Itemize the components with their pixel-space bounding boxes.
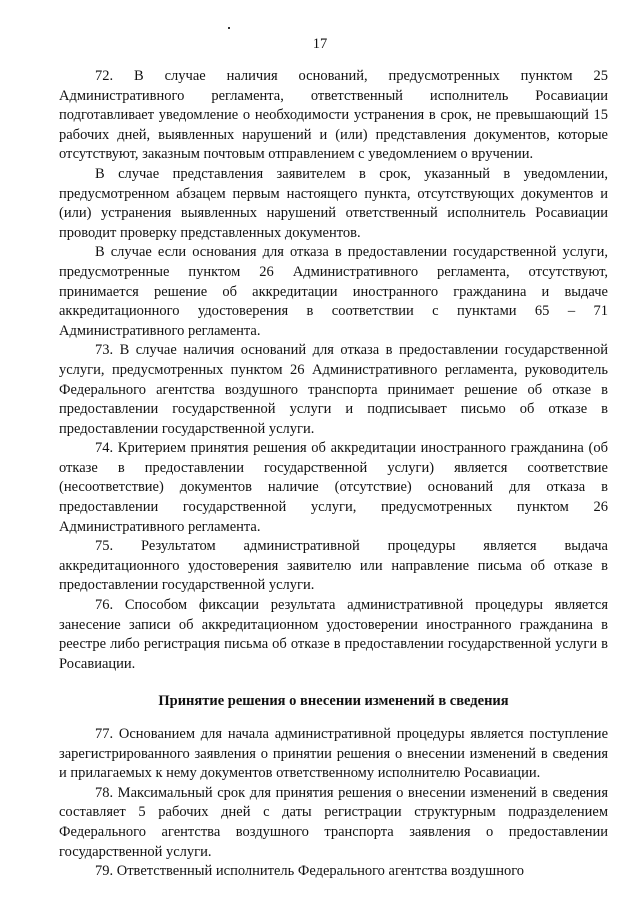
scan-mark bbox=[228, 27, 230, 29]
document-body bbox=[59, 67, 608, 882]
paragraph-72-second: В случае представления заявителем в срок, указанный в уведомлении, предусмотренном абзацем первым настоящего пункта, отсутствующих документов и (или) устранения выявленных нарушений ответственный исполнитель Росавиации проводит проверку представленных документов. bbox=[59, 165, 608, 241]
paragraph-77: 77. Основанием для начала административной процедуры является поступление зарегистрированного заявления о принятии решения о внесении изменений в сведения и прилагаемых к нему документов ответственному исполнителю Росавиации. bbox=[59, 726, 608, 782]
paragraph-79: 79. Ответственный исполнитель Федерального агентства воздушного bbox=[95, 863, 525, 880]
paragraph-76: 76. Способом фиксации результата административной процедуры является занесение записи об аккредитационном удостоверении иностранного гражданина в реестре либо регистрация письма об отказе в предоставлении государственной услуги в Росавиации. bbox=[59, 597, 608, 672]
paragraph-72-third: В случае если основания для отказа в предоставлении государственной услуги, предусмотренные пунктом 26 Административного регламента, отсутствуют, принимается решение об аккредитации иностранного гражданина и выдаче аккредитационного удостоверения в соответствии с пунктами 65 – 71 Административного регламента. bbox=[59, 244, 608, 339]
paragraph-72: 72. В случае наличия оснований, предусмотренных пунктом 25 Административного регламента, ответственный исполнитель Росавиации подготавливает уведомление о необходимости устранения в срок, не превышающий 15 рабочих дней, выявленных нарушений и (или) представления документов, которые отсутствуют, заказным почтовым отправлением с уведомлением о вручении. bbox=[59, 68, 608, 163]
paragraph-75: 75. Результатом административной процедуры является выдача аккредитационного удостоверения заявителю или направление письма об отказе в предоставлении государственной услуги. bbox=[59, 538, 608, 594]
paragraph-78: 78. Максимальный срок для принятия решения о внесении изменений в сведения составляет 5 рабочих дней с даты регистрации структурным подразделением Федерального агентства воздушного транспорта заявления о предоставлении государственной услуги. bbox=[59, 784, 608, 860]
paragraph-74: 74. Критерием принятия решения об аккредитации иностранного гражданина (об отказе в предоставлении государственной услуги) является соответствие (несоответствие) документов наличие (отсутствие) оснований для отказа в предоставлении государственной услуги, предусмотренных пунктом 26 Административного регламента. bbox=[59, 440, 608, 535]
section-heading: Принятие решения о внесении изменений в сведения bbox=[158, 693, 509, 710]
paragraph-73: 73. В случае наличия оснований для отказа в предоставлении государственной услуги, предусмотренных пунктом 26 Административного регламента, руководитель Федерального агентства воздушного транспорта принимает решение об отказе в предоставлении государственной услуги и подписывает письмо об отказе в предоставлении государственной услуги. bbox=[59, 342, 608, 437]
page-number: 17 bbox=[312, 36, 328, 52]
